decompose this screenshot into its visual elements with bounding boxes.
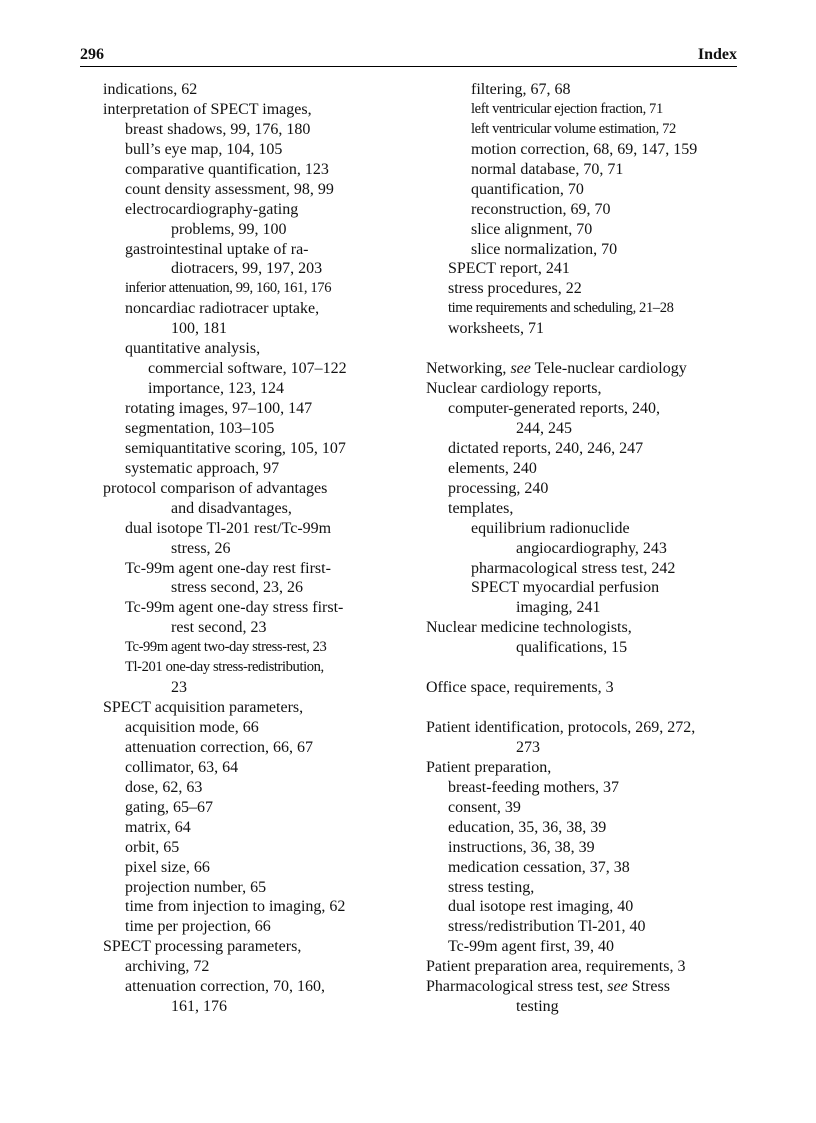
index-entry: breast shadows, 99, 176, 180 [125,120,311,138]
index-entry: quantitative analysis, [125,340,261,358]
index-entry: slice alignment, 70 [471,220,593,238]
index-entry: Tl-201 one-day stress-redistribution, [125,659,324,676]
index-entry: problems, 99, 100 [171,220,287,238]
index-entry: collimator, 63, 64 [125,758,239,776]
index-entry: systematic approach, 97 [125,459,280,477]
index-entry: attenuation correction, 66, 67 [125,738,313,756]
index-entry: Tc-99m agent one-day rest first- [125,559,331,577]
index-entry: instructions, 36, 38, 39 [448,838,595,856]
index-entry: acquisition mode, 66 [125,719,259,736]
entry-gap [426,698,746,718]
index-entry: normal database, 70, 71 [471,160,624,178]
index-entry: orbit, 65 [125,838,180,856]
entry-gap [426,339,746,359]
entry-text-after: Tele-nuclear cardiology [530,360,687,378]
index-entry: stress/redistribution Tl-201, 40 [448,918,646,936]
index-entry: count density assessment, 98, 99 [125,180,334,198]
index-entry: gastrointestinal uptake of ra- [125,240,309,258]
index-entry: Tc-99m agent first, 39, 40 [448,938,614,956]
index-entry: semiquantitative scoring, 105, 107 [125,439,346,457]
index-entry: Patient preparation, [426,758,552,776]
index-entry: pharmacological stress test, 242 [471,559,676,577]
index-entry: filtering, 67, 68 [471,81,571,98]
running-header [80,44,737,67]
index-entry: pixel size, 66 [125,858,210,876]
entry-text: Networking, [426,360,511,378]
index-entry: SPECT acquisition parameters, [103,699,304,717]
index-entry: 244, 245 [516,419,572,437]
index-entry: education, 35, 36, 38, 39 [448,818,607,836]
index-entry: dual isotope Tl-201 rest/Tc-99m [125,519,332,537]
index-entry: Patient identification, protocols, 269, 272, [426,719,696,736]
index-entry: bull’s eye map, 104, 105 [125,140,283,158]
index-entry: archiving, 72 [125,958,210,976]
index-entry: medication cessation, 37, 38 [448,858,630,876]
index-entry: electrocardiography-gating [125,200,299,218]
index-entry: stress testing, [448,878,535,896]
index-entry: time per projection, 66 [125,918,271,936]
index-entry: Office space, requirements, 3 [426,679,614,697]
index-entry: slice normalization, 70 [471,240,618,258]
index-entry: motion correction, 68, 69, 147, 159 [471,140,698,158]
index-entry: stress procedures, 22 [448,280,582,298]
index-entry: dose, 62, 63 [125,778,203,796]
index-entry: equilibrium radionuclide [471,519,630,537]
index-entry: noncardiac radiotracer uptake, [125,300,320,318]
index-entry: attenuation correction, 70, 160, [125,978,325,996]
index-entry: angiocardiography, 243 [516,539,667,557]
page-number: 296 [80,46,104,63]
index-entry: SPECT processing parameters, [103,938,302,956]
index-column-right [426,80,746,1017]
index-entry: interpretation of SPECT images, [103,100,312,118]
see-reference: see [607,978,628,996]
index-entry: worksheets, 71 [448,320,544,338]
index-entry: breast-feeding mothers, 37 [448,778,620,796]
index-entry: Nuclear cardiology reports, [426,380,602,398]
index-entry: dual isotope rest imaging, 40 [448,898,634,916]
index-entry: imaging, 241 [516,599,601,617]
index-entry: Tc-99m agent two-day stress-rest, 23 [125,639,327,656]
index-entry: testing [516,998,559,1016]
index-entry: qualifications, 15 [516,639,628,657]
index-entry [426,359,746,379]
index-entry: indications, 62 [103,81,198,98]
see-reference: see [510,360,531,378]
index-entry: time from injection to imaging, 62 [125,898,346,916]
index-entry: and disadvantages, [171,499,292,517]
index-entry: importance, 123, 124 [148,380,284,398]
running-title: Index [697,46,737,63]
index-entry: Tc-99m agent one-day stress first- [125,599,344,617]
index-entry: stress second, 23, 26 [171,579,303,597]
index-entry: SPECT myocardial perfusion [471,579,660,597]
index-entry: 161, 176 [171,998,227,1016]
index-entry: left ventricular volume estimation, 72 [471,120,676,137]
index-entry: reconstruction, 69, 70 [471,200,611,218]
index-entry: Nuclear medicine technologists, [426,619,632,637]
index-entry: rest second, 23 [171,619,267,637]
index-entry: diotracers, 99, 197, 203 [171,260,323,278]
index-entry [426,977,746,997]
index-entry: 100, 181 [171,320,227,338]
index-entry: 23 [171,679,187,697]
index-entry: protocol comparison of advantages [103,479,328,497]
index-entry: 273 [516,738,540,756]
entry-text: Pharmacological stress test, [426,978,608,996]
index-entry: consent, 39 [448,798,521,816]
index-entry: projection number, 65 [125,878,267,896]
index-entry: templates, [448,499,514,517]
index-entry: segmentation, 103–105 [125,419,275,437]
index-entry: time requirements and scheduling, 21–28 [448,300,674,317]
index-entry: comparative quantification, 123 [125,160,329,178]
entry-text-after: Stress [627,978,670,996]
index-entry: stress, 26 [171,539,231,557]
index-entry: commercial software, 107–122 [148,360,347,378]
index-entry: rotating images, 97–100, 147 [125,400,313,417]
index-entry: computer-generated reports, 240, [448,400,661,417]
index-entry: dictated reports, 240, 246, 247 [448,439,644,457]
index-entry: gating, 65–67 [125,798,213,816]
index-entry: matrix, 64 [125,818,191,836]
index-column-left [103,80,403,1017]
index-entry: SPECT report, 241 [448,260,570,278]
index-entry: Patient preparation area, requirements, 3 [426,958,686,976]
index-entry: left ventricular ejection fraction, 71 [471,100,663,117]
index-entry: inferior attenuation, 99, 160, 161, 176 [125,280,332,297]
index-entry: processing, 240 [448,479,549,497]
entry-gap [426,658,746,678]
index-entry: quantification, 70 [471,180,584,198]
index-entry: elements, 240 [448,459,537,477]
